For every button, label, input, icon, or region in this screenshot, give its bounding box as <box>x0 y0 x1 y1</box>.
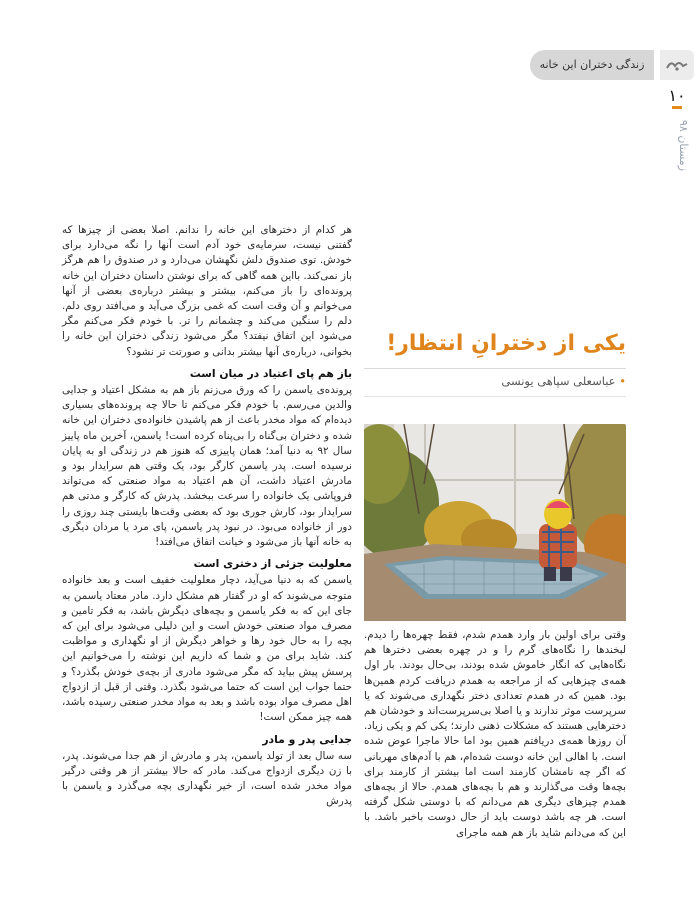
addiction-paragraph: پرونده‌ی یاسمن را که ورق می‌زنم باز هم به مشکل اعتیاد و جدایی والدین می‌رسم. با خودم فکر می‌کنم تا حالا چه پرونده‌های بسیاری دیده‌ام که مواد مخدر باعث از هم پاشیدن خانواده‌ی دختران این خانه شده و دختران بی‌گناه را بی‌پناه کرده است! یاسمن، آخرین ماه پاییز سال ۹۲ به دنیا آمد؛ همان پاییزی که هنوز هم در زندگی او به پایان نرسیده است. پدر یاسمن کارگر بود، یک وقتی هم سرایدار بود و مادرش اعتیاد داشت، آن هم اعتیاد به مواد صنعتی که می‌تواند فروپاشی یک خانواده را سرعت ببخشد. پدرش که کارگر و مدتی هم سرایدار بود، کارش جوری بود که بعضی وقت‌ها بایستی چند روزی را دور از خانواده می‌بود. در نبود پدر یاسمن، پای مرد یا مردان دیگری به خانه آنها باز می‌شود و خیانت اتفاق می‌افتد! <box>62 384 353 549</box>
intro-paragraph: هر کدام از دخترهای این خانه را ندانم. اصلا بعضی از چیزها که گفتنی نیست، سرمایه‌ی خود آدم است آنها را نگه می‌دارد برای خودش. توی صندوق دلش نگهشان می‌دارد و در صندوق را هم هرگز باز نمی‌کند. بااین همه گاهی که برای نوشتن داستان دختران این خانه پرونده‌ای را باز می‌کنم، بیشتر و بیشتر درباره‌ی بعضی از آنها می‌خوانم و آن وقت است که غمی بزرگ می‌آید و می‌افتد روی دلم. دلم را سنگین می‌کند و چشمانم را تر. با خودم فکر می‌کنم مگر می‌شود این اتفاق نیفتد؟ مگر می‌شود زندگی دختران این خانه را بخوانی، درباره‌ی آنها بیشتر بدانی و صورتت تر نشود؟ <box>62 224 352 358</box>
article-title: یکی از دخترانِ انتظار! <box>386 331 626 356</box>
page-number-underline <box>672 106 682 109</box>
subheading-disability: معلولیت جزئی از دختری است <box>193 557 352 571</box>
article-photo <box>364 424 626 621</box>
logo-icon <box>665 58 689 72</box>
title-divider <box>364 368 626 369</box>
author-divider <box>364 396 626 397</box>
magazine-logo <box>660 50 694 80</box>
issue-label: زمستان ۹۸ <box>677 120 690 172</box>
author-line <box>364 374 626 388</box>
section-label: زندگی دختران این خانه <box>530 50 654 80</box>
opening-paragraph: وقتی برای اولین بار وارد همدم شدم، فقط چهره‌ها را دیدم. لبخندها را نگاه‌های گرم را و در چهره بعضی دخترها هم نگاه‌هایی که انگار خاموش شده بودند، بی‌حال بودند. بار اول همه‌ی چیزهایی که از مراجعه به همدم دریافت کردم همین‌ها بود. همین که در همدم تعدادی دختر نگهداری می‌شوند که یا سرپرست موثر ندارند و یا اصلا بی‌سرپرست‌اند و خودشان هم دخترهایی هستند که مشکلات ذهنی دارند؛ یکی کم و یکی زیاد. آن روزها همه‌ی دریافتم همین بود اما حالا ماجرا عوض شده است. با اهالی این خانه دوست شده‌ام، هم با آدم‌های مهربانی که اگر چه نامشان کارمند است اما بیشتر از کارمند برای بچه‌ها وقت می‌گذارند و هم با بچه‌های همدم. حالا از بچه‌های همدم چیزهای دیگری هم می‌دانم که با دوستی شکل گرفته است. هر چه باشد دوست باید از حال دوست باخبر باشد. با این که می‌دانم شاید باز هم همه ماجرای <box>364 629 626 839</box>
child-by-pool-photo <box>364 424 626 621</box>
author-name: عباسعلی سپاهی یونسی <box>501 374 616 388</box>
page-number: ۱۰ <box>668 86 686 105</box>
subheading-addiction: باز هم پای اعتیاد در میان است <box>189 366 352 380</box>
separation-paragraph: سه سال بعد از تولد یاسمن، پدر و مادرش از هم جدا می‌شوند. پدر، با زن دیگری ازدواج می‌کند. مادر که حالا بیشتر از هر وقتی درگیر مواد مخدر شده است، از خیر نگهداری بچه می‌گذرد و یاسمن با پدرش <box>62 749 352 808</box>
right-text-column <box>364 628 626 845</box>
left-text-column <box>62 223 352 814</box>
bullet-icon: • <box>619 374 626 388</box>
subheading-separation: جدایی پدر و مادر <box>262 732 352 746</box>
disability-paragraph: یاسمن که به دنیا می‌آید، دچار معلولیت خفیف است و بعد خانواده متوجه می‌شوند که او در گفتار هم مشکل دارد. مادر معتاد یاسمن به جای این که به فکر یاسمن و بچه‌های دیگرش باشد، به فکر تامین و مصرف مواد صنعتی خودش است و این دلیلی می‌شود برای این که بچه را به حال خود رها و خواهر دیگرش از او نگهداری و مواظبت کند. شاید برای من و شما که داریم این نوشته را می‌خوانیم این پرسش پیش بیاید که مگر می‌شود مادری از بچه‌ی خودش بگذرد؟ و حتما جواب این است که حتما می‌شود بگذرد. وقتی از قبل از ازدواج اهل مصرف مواد بوده باشد و بعد به مواد مخدر صنعتی رسیده باشد، همه چیز ممکن است! <box>62 574 352 724</box>
